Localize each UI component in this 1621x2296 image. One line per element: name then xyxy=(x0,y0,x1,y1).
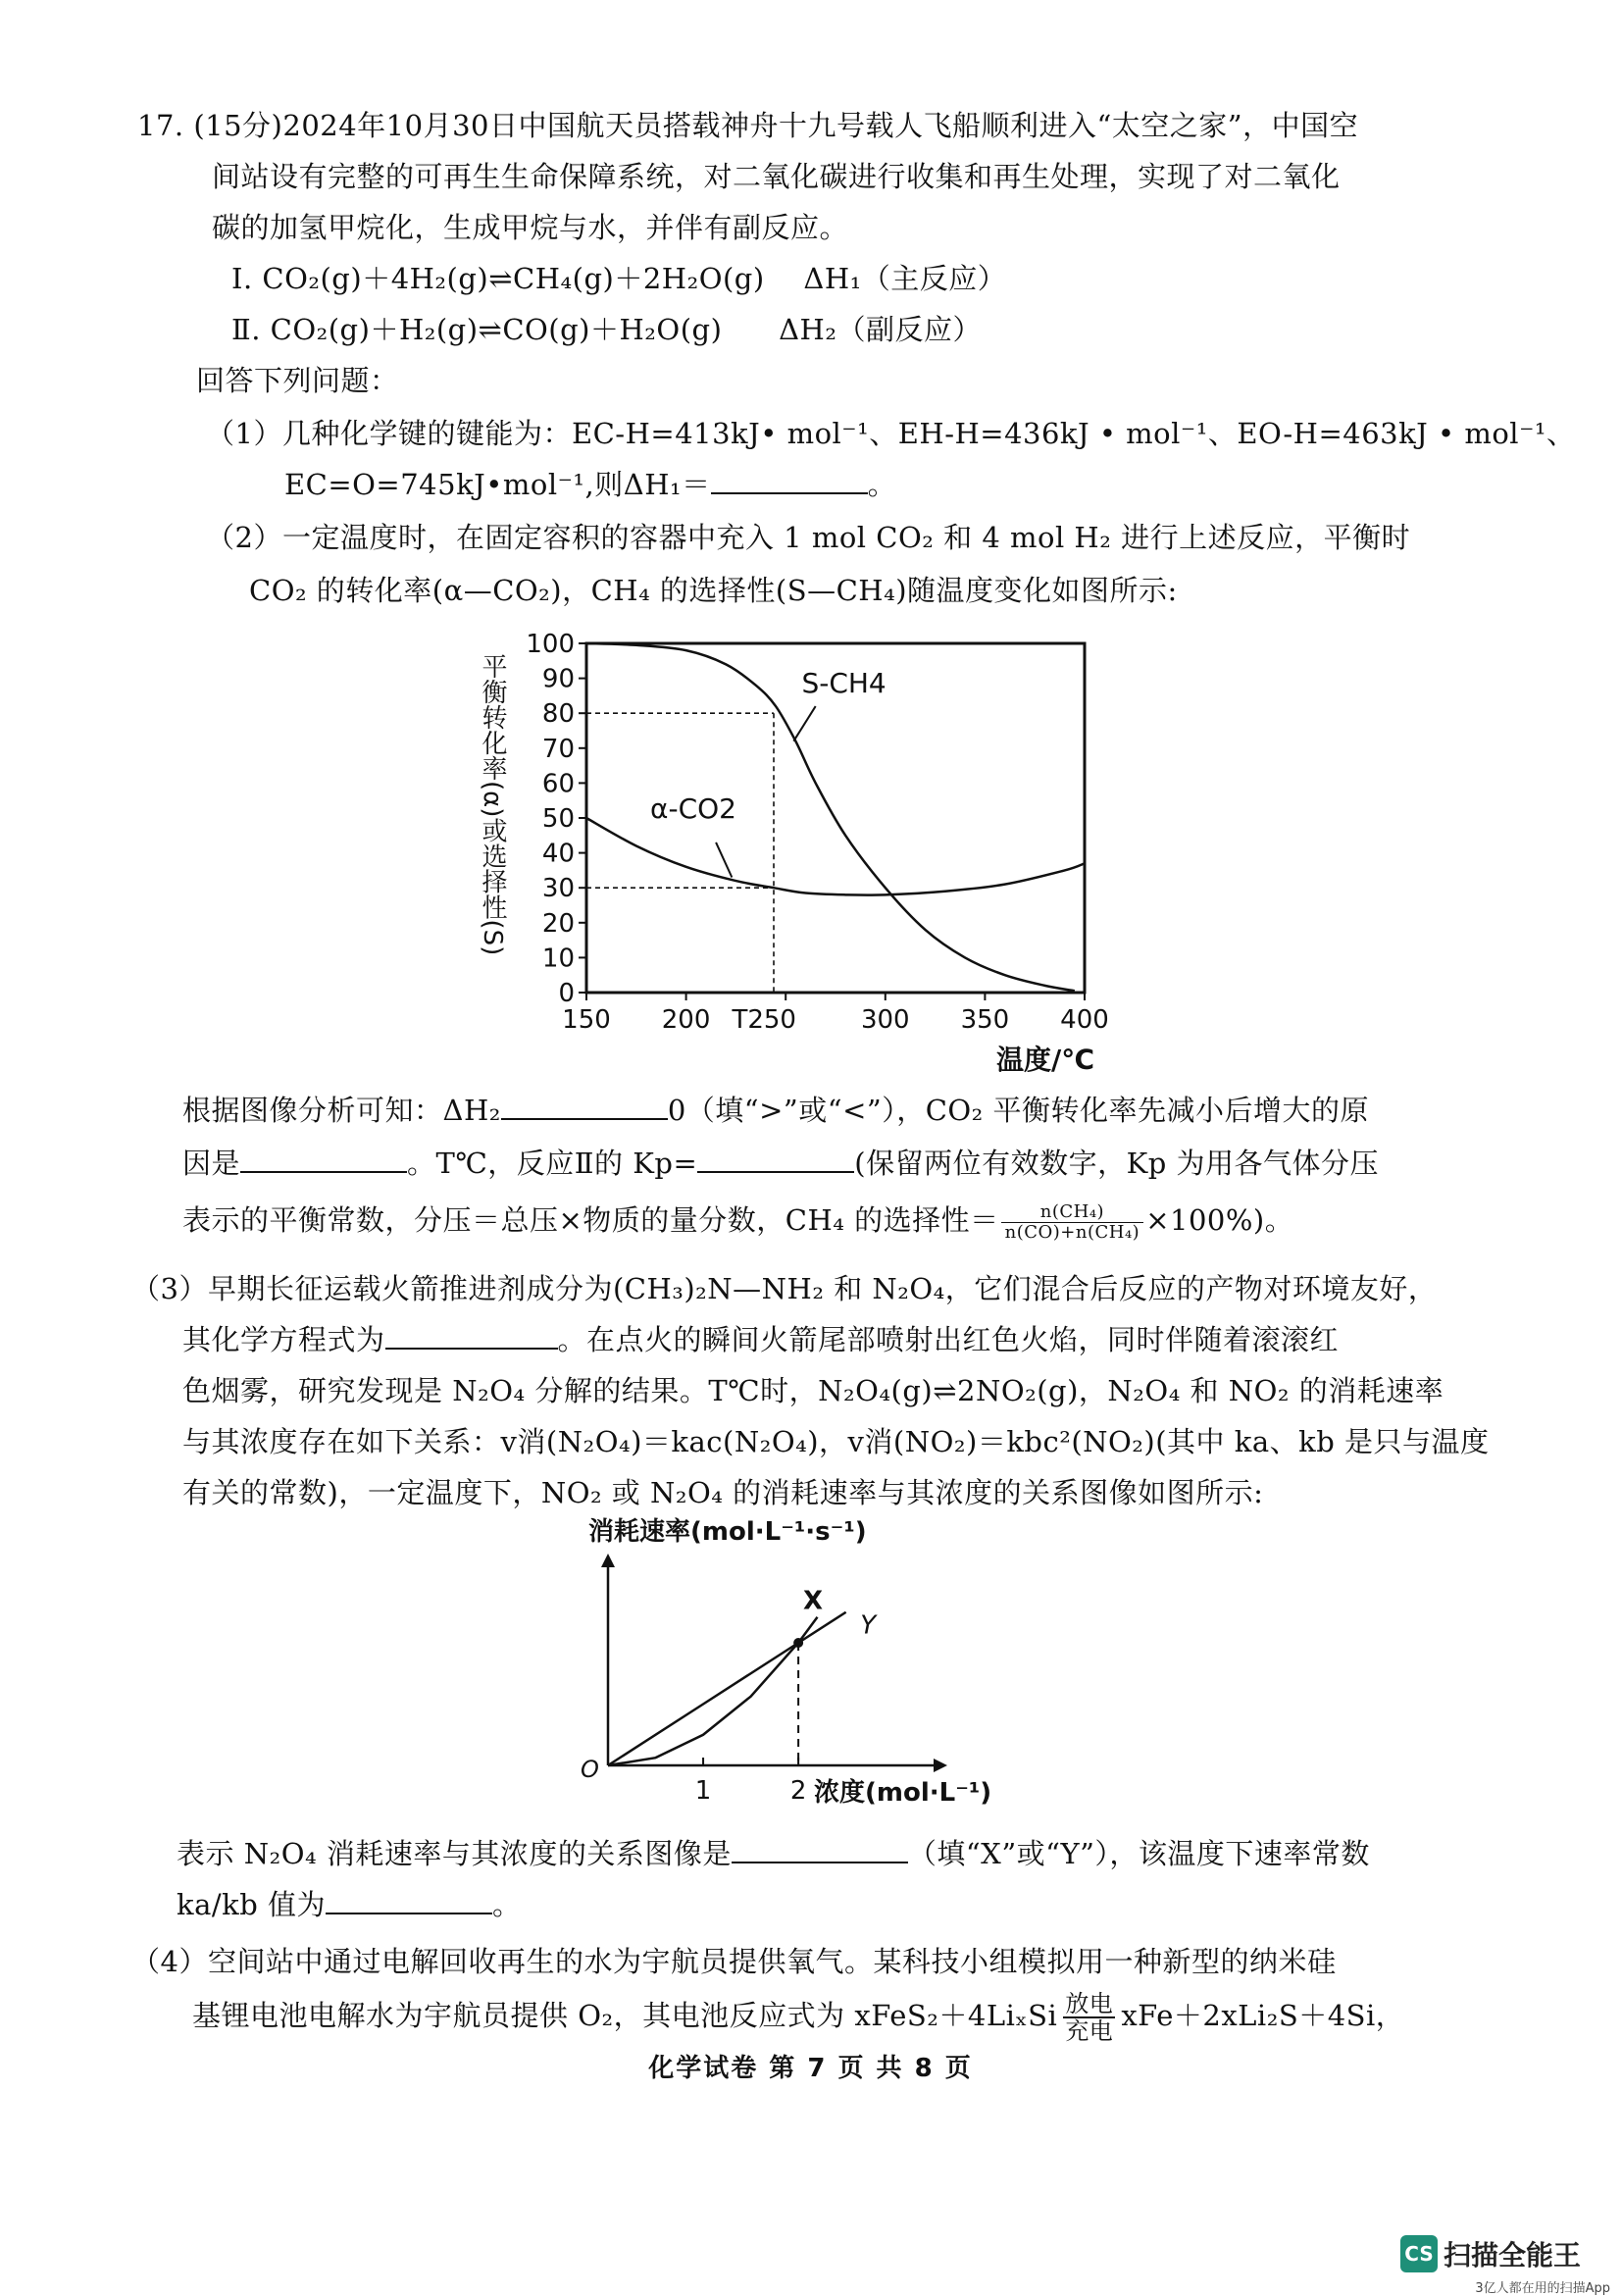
part2-after-2a: 因是 xyxy=(182,1147,241,1180)
part2-after-line-1 xyxy=(182,1091,1369,1130)
chart2-x-axis-arrow xyxy=(934,1759,947,1772)
series-leader-alpha-co2 xyxy=(716,842,732,878)
part3-line-2a: 其化学方程式为 xyxy=(182,1323,385,1356)
chart1-x-tick-label: 150 xyxy=(562,1005,611,1035)
part3-line-5: 有关的常数)，一定温度下，NO₂ 或 N₂O₄ 的消耗速率与其浓度的关系图像如图所示: xyxy=(182,1476,1264,1509)
part2-after-2b: 。T℃，反应Ⅱ的 Kp= xyxy=(407,1147,698,1180)
chart1-x-tick-label: T250 xyxy=(732,1005,796,1035)
series-label-y: Y xyxy=(860,1610,877,1641)
reaction-2-dh: ΔH₂（副反应） xyxy=(779,313,982,346)
series-y-line xyxy=(608,1612,846,1765)
series-alpha-co2-line xyxy=(586,818,1085,895)
answer-blank-dh2-sign[interactable] xyxy=(501,1091,668,1120)
reaction-1-roman: Ⅰ. xyxy=(231,262,253,295)
chart1-y-tick-label: 60 xyxy=(541,769,575,799)
part3-after-line-2 xyxy=(177,1885,522,1924)
chart1-y-tick-label: 70 xyxy=(541,734,575,764)
reaction-2 xyxy=(231,310,982,349)
scanner-watermark xyxy=(1400,2234,1616,2296)
chart2-x-tick-label: 2 xyxy=(789,1776,807,1806)
charge-discharge-arrow xyxy=(1063,1991,1115,2044)
part3-line-4: 与其浓度存在如下关系：v消(N₂O₄)＝kac(N₂O₄)，v消(NO₂)＝kbc²(NO₂)(其中 ka、kb 是只与温度 xyxy=(182,1425,1490,1458)
watermark-logo: CS xyxy=(1400,2235,1438,2272)
fraction-denominator: n(CO)+n(CH₄) xyxy=(1004,1221,1140,1243)
q17-intro-line-1: 17. (15分)2024年10月30日中国航天员搭载神舟十九号载人飞船顺利进入“太空之家”，中国空 xyxy=(137,109,1359,142)
part3-line-2b: 。在点火的瞬间火箭尾部喷射出红色火焰，同时伴随着滚滚红 xyxy=(557,1323,1340,1356)
chart1-y-tick-label: 30 xyxy=(541,874,575,904)
chart1-y-axis-label: 平衡转化率(α)或选择性(S) xyxy=(478,653,507,956)
chart-conversion-selectivity xyxy=(471,626,1138,1076)
answer-blank-kp[interactable] xyxy=(697,1144,854,1173)
chart1-y-tick-label: 10 xyxy=(541,944,575,974)
chart1-x-tick-label: 350 xyxy=(960,1005,1010,1035)
chart1-x-tick-label: 400 xyxy=(1060,1005,1109,1035)
chart1-y-tick-label: 100 xyxy=(526,630,575,659)
answer-blank-ka-kb[interactable] xyxy=(326,1885,492,1914)
reaction-1-dh: ΔH₁（主反应） xyxy=(803,262,1007,295)
arrow-label-discharge: 放电 xyxy=(1065,1990,1114,2017)
series-label-x: X xyxy=(802,1586,824,1616)
answer-prompt: 回答下列问题： xyxy=(196,364,399,397)
part2-after-1a: 根据图像分析可知：ΔH₂ xyxy=(182,1094,501,1127)
arrow-label-charge: 充电 xyxy=(1065,2017,1114,2045)
part3-line-2 xyxy=(182,1320,1339,1359)
reaction-1 xyxy=(231,259,1006,298)
part3-after-1a: 表示 N₂O₄ 消耗速率与其浓度的关系图像是 xyxy=(177,1837,732,1870)
part2-after-3b: ×100%)。 xyxy=(1145,1203,1294,1237)
part1-text-b: 。 xyxy=(867,468,897,501)
answer-blank-dh1[interactable] xyxy=(711,465,868,494)
reaction-1-equation: CO₂(g)＋4H₂(g)⇌CH₄(g)＋2H₂O(g) xyxy=(262,262,765,295)
answer-blank-reason[interactable] xyxy=(240,1144,407,1173)
part3-line-1: （3）早期长征运载火箭推进剂成分为(CH₃)₂N—NH₂ 和 N₂O₄，它们混合后反应的产物对环境友好， xyxy=(131,1272,1438,1305)
part1-line-1: （1）几种化学键的键能为：EC-H=413kJ• mol⁻¹、EH-H=436kJ • mol⁻¹、EO-H=463kJ • mol⁻¹、 xyxy=(206,417,1576,450)
part2-after-1b: 0（填“>”或“<”），CO₂ 平衡转化率先减小后增大的原 xyxy=(667,1094,1370,1127)
chart1-y-tick-label: 90 xyxy=(541,664,575,694)
page-footer: 化学试卷 第 7 页 共 8 页 xyxy=(648,2054,973,2083)
series-x-curve xyxy=(608,1617,818,1765)
part3-after-1b: （填“X”或“Y”），该温度下速率常数 xyxy=(907,1837,1370,1870)
chart1-y-tick-label: 20 xyxy=(541,908,575,939)
chart2-y-axis-arrow xyxy=(601,1554,615,1567)
part1-line-2 xyxy=(284,465,896,504)
chart1-y-tick-label: 40 xyxy=(541,839,575,869)
answer-blank-n2o4-curve[interactable] xyxy=(732,1834,908,1863)
chart1-x-tick-label: 300 xyxy=(860,1005,910,1035)
chart2-x-axis-label: 浓度(mol·L⁻¹) xyxy=(814,1778,992,1808)
part2-line-2: CO₂ 的转化率(α—CO₂)，CH₄ 的选择性(S—CH₄)随温度变化如图所示: xyxy=(249,574,1178,607)
part2-after-line-3 xyxy=(182,1200,1293,1243)
part4-line-2 xyxy=(192,1991,1404,2044)
part4-line-2b: xFe＋2xLi₂S＋4Si， xyxy=(1121,1999,1405,2032)
fraction-numerator: n(CH₄) xyxy=(1001,1202,1144,1223)
part3-line-3: 色烟雾，研究发现是 N₂O₄ 分解的结果。T℃时，N₂O₄(g)⇌2NO₂(g)，N₂O₄ 和 NO₂ 的消耗速率 xyxy=(182,1374,1444,1407)
part3-after-2b: 。 xyxy=(492,1888,522,1921)
series-label-alpha-co2: α-CO2 xyxy=(650,792,736,825)
q17-intro-line-3: 碳的加氢甲烷化，生成甲烷与水，并伴有副反应。 xyxy=(212,211,849,244)
watermark-subtitle: 3亿人都在用的扫描App xyxy=(1475,2281,1610,2296)
selectivity-fraction xyxy=(1001,1202,1144,1243)
chart1-y-tick-label: 0 xyxy=(558,979,575,1008)
chart2-x-tick-label: 1 xyxy=(694,1776,712,1806)
part2-after-3a: 表示的平衡常数，分压＝总压×物质的量分数，CH₄ 的选择性＝ xyxy=(182,1203,999,1237)
part2-after-line-2 xyxy=(182,1144,1379,1183)
part3-after-2a: ka/kb 值为 xyxy=(177,1888,326,1921)
series-label-s-ch4: S-CH4 xyxy=(801,666,886,699)
part2-after-2c: (保留两位有效数字，Kp 为用各气体分压 xyxy=(854,1147,1380,1180)
reaction-2-roman: Ⅱ. xyxy=(231,313,261,346)
part3-after-line-1 xyxy=(177,1834,1370,1873)
part1-text-a: EC=O=745kJ•mol⁻¹,则ΔH₁＝ xyxy=(284,468,711,501)
chart-consumption-rate xyxy=(569,1517,1079,1814)
reaction-2-equation: CO₂(g)＋H₂(g)⇌CO(g)＋H₂O(g) xyxy=(270,313,723,346)
chart2-origin-label: O xyxy=(581,1756,599,1783)
part4-line-2a: 基锂电池电解水为宇航员提供 O₂，其电池反应式为 xFeS₂＋4LiₓSi xyxy=(192,1999,1058,2032)
q17-intro-line-2: 间站设有完整的可再生生命保障系统，对二氧化碳进行收集和再生处理，实现了对二氧化 xyxy=(212,160,1341,193)
answer-blank-equation[interactable] xyxy=(385,1320,558,1350)
chart1-y-tick-label: 80 xyxy=(541,699,575,730)
chart1-x-tick-label: 200 xyxy=(661,1005,711,1035)
part2-line-1: （2）一定温度时，在固定容积的容器中充入 1 mol CO₂ 和 4 mol H₂ 进行上述反应，平衡时 xyxy=(206,521,1411,554)
watermark-name: 扫描全能王 xyxy=(1444,2239,1582,2271)
chart2-y-axis-label: 消耗速率(mol·L⁻¹·s⁻¹) xyxy=(588,1517,867,1547)
part4-line-1: （4）空间站中通过电解回收再生的水为宇航员提供氧气。某科技小组模拟用一种新型的纳米硅 xyxy=(131,1945,1337,1978)
chart1-y-tick-label: 50 xyxy=(541,804,575,834)
series-leader-s-ch4 xyxy=(793,706,815,741)
chart1-x-axis-label: 温度/℃ xyxy=(996,1044,1095,1076)
